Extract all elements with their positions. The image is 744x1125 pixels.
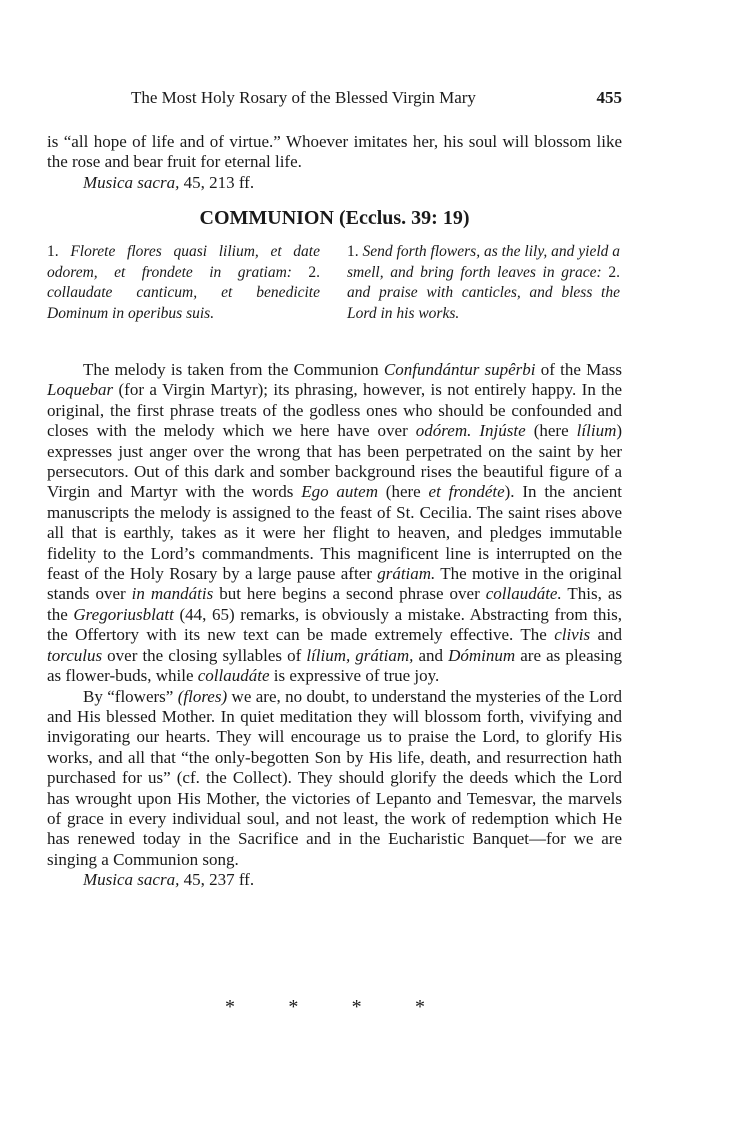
section-heading — [47, 206, 622, 230]
p1-italic: Confundántur supêrbi — [383, 360, 536, 379]
intro-source-title: Musica sacra, — [83, 172, 180, 192]
p1-italic: et frondéte — [428, 482, 505, 502]
p1-text: but here begins a second phrase over — [213, 584, 486, 604]
intro-paragraph: is “all hope of life and of virtue.” Whoever imitates her, his soul will blossom like the rose and bear fruit for eternal life. — [47, 132, 622, 172]
p1-text: over the closing syllables of — [102, 645, 307, 665]
p1-text: ). In the ancient manuscripts the melody is assigned to the feast of St. Cecilia. The saint rises above all that is earthly, takes as it were her flight to heaven, and pledges immutable fidelity to the Lord’s commandments. This magnificent line is interrupted on the feast of the Holy Rosary by a large pause after — [47, 482, 622, 584]
separator-asterisk: * — [414, 996, 425, 1018]
p1-italic: in mandátis — [131, 584, 214, 604]
p1-text: This, as the — [47, 584, 623, 624]
english-verse-2-number: 2. — [608, 263, 620, 281]
p1-italic: collaudáte — [197, 666, 270, 686]
heading-reference: (Ecclus. 39: 19) — [338, 207, 470, 229]
p1-text: is expressive of true joy. — [269, 666, 440, 686]
intro-source-rest: 45, 213 ff. — [179, 172, 255, 192]
p1-italic: Gregoriusblatt — [73, 604, 174, 624]
p2-text: we are, no doubt, to understand the mysteries of the Lord and His blessed Mother. In quiet meditation they will blossom forth, vivifying and invigorating our hearts. They will encourage us to praise the Lord, to glorify His works, and all that “the only-begotten Son by His life, death, and resurrection hath purchased for us” (cf. the Collect). They should glorify the deeds which the Lord has wrought upon His Mother, the victories of Lepanto and Temesvar, the marvels of grace in every individual soul, and not least, the work of redemption which He has renewed today in the Sacrifice and in the Eucharistic Banquet—for we are singing a Communion song. — [47, 686, 622, 869]
latin-verse-1-number: 1. — [47, 243, 59, 260]
latin-text — [47, 242, 320, 324]
p1-italic: lílium — [576, 421, 617, 441]
commentary-source — [47, 870, 622, 890]
p1-italic: collaudáte. — [485, 584, 562, 604]
source-rest: 45, 237 ff. — [179, 870, 255, 890]
latin-verse-2-number: 2. — [308, 263, 321, 281]
commentary-paragraph-1 — [47, 360, 622, 687]
p1-italic: clivis — [554, 625, 591, 645]
p1-text: (for a Virgin Martyr); its phrasing, however, is not entirely happy. In the original, the first phrase treats of the godless ones who should be confounded and closes with the melody which we here have over — [47, 380, 622, 441]
english-verse-2: and praise with canticles, and bless the Lord in his works. — [347, 284, 620, 322]
p1-italic: odórem. Injúste — [415, 421, 526, 441]
english-verse-1-number: 1. — [347, 243, 359, 260]
latin-verse-1: Florete flores quasi lilium, et date odorem, et frondete in gratiam: — [47, 243, 320, 281]
p1-text: The motive in the original stands over — [47, 564, 622, 604]
p1-italic: lílium, grátiam, — [306, 645, 414, 665]
p2-italic: (flores) — [177, 686, 228, 706]
separator-asterisk: * — [351, 996, 362, 1018]
p1-italic: torculus — [47, 645, 103, 665]
running-title: The Most Holy Rosary of the Blessed Virgin Mary — [131, 88, 476, 107]
p1-text: (44, 65) remarks, is obviously a mistake. Abstracting from this, the Offertory with its new text can be made extremely effective. The — [47, 604, 622, 645]
p1-text: are as pleasing as flower-buds, while — [47, 645, 622, 686]
p1-text: (here — [377, 482, 429, 502]
commentary-paragraph-2 — [47, 687, 622, 871]
english-text — [347, 242, 620, 324]
source-title: Musica sacra, — [83, 870, 180, 890]
p1-text: and — [413, 645, 449, 665]
page-number: 455 — [596, 88, 622, 107]
p1-italic: Loquebar — [47, 380, 114, 400]
p1-text: and — [590, 625, 622, 645]
intro-source — [47, 173, 622, 193]
section-separator — [225, 996, 425, 1019]
commentary — [47, 360, 622, 891]
heading-title: COMMUNION — [199, 207, 334, 229]
separator-asterisk: * — [288, 996, 299, 1018]
p1-italic: Ego autem — [301, 482, 378, 502]
p1-text: of the Mass — [535, 360, 622, 379]
p1-italic: Dóminum — [448, 645, 516, 665]
separator-asterisk: * — [225, 996, 235, 1018]
p1-text: ) expresses just anger over the wrong that has been perpetrated on the saint by her persecutors. Out of this dark and somber background rises the beautiful figure of a Virgin and Martyr with the words — [47, 421, 623, 502]
p1-italic: grátiam. — [377, 564, 436, 584]
p1-text: The melody is taken from the Communion — [83, 360, 384, 379]
intro-section — [47, 132, 622, 193]
p1-text: (here — [525, 421, 577, 441]
english-verse-1: Send forth flowers, as the lily, and yield a smell, and bring forth leaves in grace: — [347, 243, 621, 281]
latin-verse-2: collaudate canticum, et benedicite Dominum in operibus suis. — [47, 284, 320, 322]
p2-text: By “flowers” — [83, 686, 178, 706]
